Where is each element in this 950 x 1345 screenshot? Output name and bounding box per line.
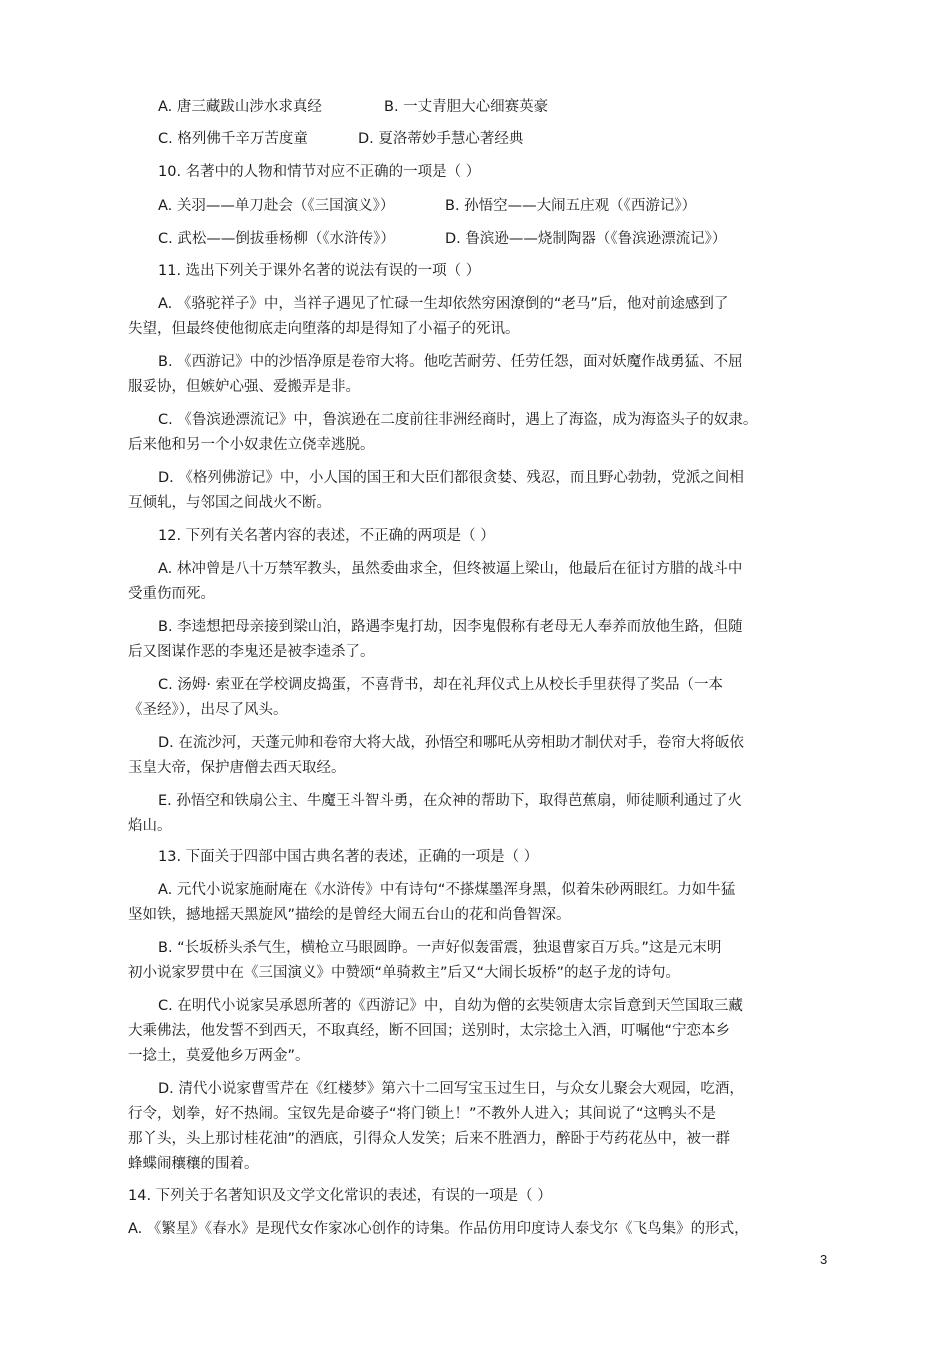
q9-option-d: D. 夏洛蒂妙手慧心著经典 bbox=[358, 131, 524, 147]
q13-stem: 13. 下面关于四部中国古典名著的表述，正确的一项是（ ） bbox=[158, 849, 539, 865]
q10-stem: 10. 名著中的人物和情节对应不正确的一项是（ ） bbox=[158, 164, 481, 180]
q13-option-d-line4: 蜂蝶闹穰穰的围着。 bbox=[128, 1156, 259, 1172]
q13-option-d-line2: 行令，划拳，好不热闹。宝钗先是命婆子“将门锁上！”不教外人进入；其间说了“这鸭头不是 bbox=[128, 1106, 717, 1122]
q12-option-a-line1: A. 林冲曾是八十万禁军教头，虽然委曲求全，但终被逼上梁山，他最后在征讨方腊的战斗中 bbox=[158, 561, 743, 577]
q9-option-b: B. 一丈青胆大心细赛英豪 bbox=[384, 99, 549, 115]
q12-option-e-line1: E. 孙悟空和铁扇公主、牛魔王斗智斗勇，在众神的帮助下，取得芭蕉扇，师徒顺利通过了火 bbox=[158, 793, 742, 809]
q13-option-d-line3: 那丫头，头上那讨桂花油”的酒底，引得众人发笑；后来不胜酒力，醉卧于芍药花丛中，被一群 bbox=[128, 1131, 731, 1147]
q11-option-a-line2: 失望，但最终使他彻底走向堕落的却是得知了小福子的死讯。 bbox=[128, 321, 520, 337]
q13-option-c-line3: 一捻土，莫爱他乡万两金”。 bbox=[128, 1048, 310, 1064]
q12-option-d-line1: D. 在流沙河，天蓬元帅和卷帘大将大战，孙悟空和哪吒从旁相助才制伏对手，卷帘大将皈依 bbox=[158, 735, 744, 751]
q12-stem: 12. 下列有关名著内容的表述，不正确的两项是（ ） bbox=[158, 528, 495, 544]
q11-option-d-line1: D. 《格列佛游记》中，小人国的国王和大臣们都很贪婪、残忍，而且野心勃勃，党派之间相 bbox=[158, 470, 744, 486]
q14-option-a-line1: A. 《繁星》《春水》是现代女作家冰心创作的诗集。作品仿用印度诗人泰戈尔《飞鸟集》的形式， bbox=[128, 1221, 749, 1237]
q12-option-c-line1: C. 汤姆· 索亚在学校调皮捣蛋，不喜背书，却在礼拜仪式上从校长手里获得了奖品（一本 bbox=[158, 677, 724, 693]
q9-option-a: A. 唐三藏跋山涉水求真经 bbox=[158, 99, 322, 115]
q11-option-a-line1: A. 《骆驼祥子》中，当祥子遇见了忙碌一生却依然穷困潦倒的“老马”后，他对前途感到了 bbox=[158, 296, 729, 312]
q11-option-d-line2: 互倾轧，与邻国之间战火不断。 bbox=[128, 495, 331, 511]
q12-option-a-line2: 受重伤而死。 bbox=[128, 586, 215, 602]
q10-option-c: C. 武松——倒拔垂杨柳（《水浒传》） bbox=[158, 231, 395, 247]
q10-option-b: B. 孙悟空——大闹五庄观（《西游记》） bbox=[445, 198, 697, 214]
q13-option-b-line1: B. “长坂桥头杀气生，横枪立马眼圆睁。一声好似轰雷震，独退曹家百万兵。”这是元末明 bbox=[158, 940, 722, 956]
q13-option-a-line1: A. 元代小说家施耐庵在《水浒传》中有诗句“不搽煤墨浑身黑，似着朱砂两眼红。力如牛猛 bbox=[158, 882, 736, 898]
q12-option-b-line1: B. 李逵想把母亲接到梁山泊，路遇李鬼打劫，因李鬼假称有老母无人奉养而放他生路，但随 bbox=[158, 619, 743, 635]
q14-stem: 14. 下列关于名著知识及文学文化常识的表述，有误的一项是（ ） bbox=[128, 1188, 552, 1204]
q12-option-c-line2: 《圣经》），出尽了风头。 bbox=[128, 702, 288, 718]
q12-option-e-line2: 焰山。 bbox=[128, 818, 172, 834]
page-number: 3 bbox=[820, 1252, 828, 1267]
q10-option-d: D. 鲁滨逊——烧制陶器（《鲁滨逊漂流记》） bbox=[445, 231, 727, 247]
q13-option-c-line2: 大乘佛法，他发誓不到西天，不取真经，断不回国；送别时，太宗捻土入酒，叮嘱他“宁恋本乡 bbox=[128, 1023, 731, 1039]
q11-option-b-line2: 服妥协，但嫉妒心强、爱搬弄是非。 bbox=[128, 379, 360, 395]
q13-option-c-line1: C. 在明代小说家吴承恩所著的《西游记》中，自幼为僧的玄奘领唐太宗旨意到天竺国取三藏 bbox=[158, 998, 743, 1014]
q12-option-d-line2: 玉皇大帝，保护唐僧去西天取经。 bbox=[128, 760, 346, 776]
q11-option-c-line1: C. 《鲁滨逊漂流记》中，鲁滨逊在二度前往非洲经商时，遇上了海盗，成为海盗头子的奴隶。 bbox=[158, 412, 758, 428]
q13-option-b-line2: 初小说家罗贯中在《三国演义》中赞颂“单骑救主”后又“大闹长坂桥”的赵子龙的诗句。 bbox=[128, 965, 681, 981]
q11-option-b-line1: B. 《西游记》中的沙悟净原是卷帘大将。他吃苦耐劳、任劳任怨，面对妖魔作战勇猛、不屈 bbox=[158, 354, 743, 370]
q13-option-a-line2: 坚如铁，撼地摇天黑旋风”描绘的是曾经大闹五台山的花和尚鲁智深。 bbox=[128, 907, 571, 923]
q11-stem: 11. 选出下列关于课外名著的说法有误的一项（ ） bbox=[158, 263, 481, 279]
q12-option-b-line2: 后又图谋作恶的李鬼还是被李逵杀了。 bbox=[128, 644, 375, 660]
q10-option-a: A. 关羽——单刀赴会（《三国演义》） bbox=[158, 198, 395, 214]
q11-option-c-line2: 后来他和另一个小奴隶佐立侥幸逃脱。 bbox=[128, 437, 375, 453]
q9-option-c: C. 格列佛千辛万苦度童 bbox=[158, 131, 308, 147]
q13-option-d-line1: D. 清代小说家曹雪芹在《红楼梦》第六十二回写宝玉过生日，与众女儿聚会大观园，吃酒， bbox=[158, 1081, 744, 1097]
